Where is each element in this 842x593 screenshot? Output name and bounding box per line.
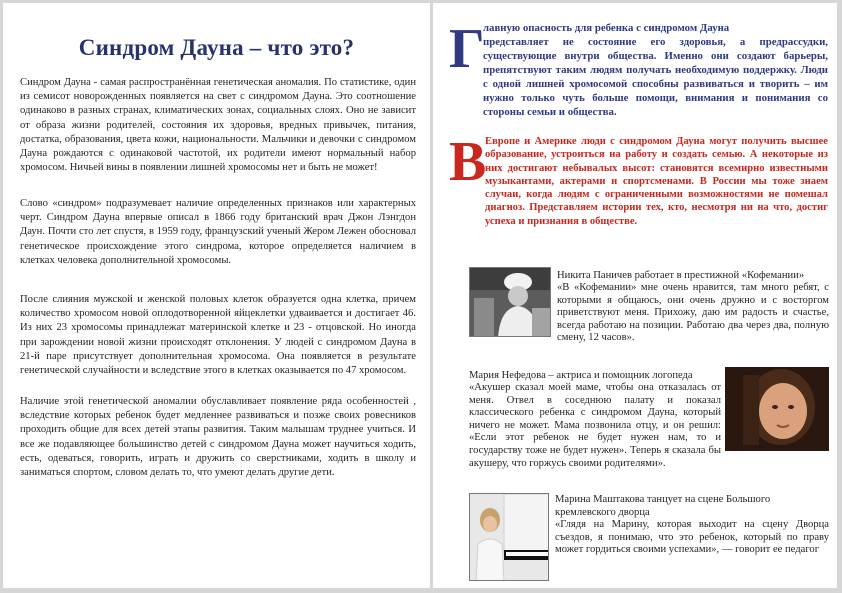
europe-text: Европе и Америке люди с синдромом Дауна могут получить высшее образование, устроиться на работу и создать семью. А некоторые из них достигают небывалых высот: становятся всемирно известными музыкантами, актерами и спортсменами. В России мы тоже знаем случаи, когда людям с ограниченными возможностями не помешал диагноз. Представляем истории тех, кто, несмотря ни на что, достиг успеха и признания в обществе.	[485, 136, 828, 227]
story-photo-maria	[725, 367, 829, 451]
paragraph-history: Слово «синдром» подразумевает наличие определенных признаков или характерных черт. Синдром Дауна впервые описал в 1866 году британский врач Джон Лэнгдон Даун. Почти сто лет спустя, в 1959 году, французский ученый Жером Лежен обосновал генетическое происхождение этого синдрома, которое определяется наличием в клетках человека дополнительной хромосомы.	[20, 198, 416, 266]
story-photo-marina	[469, 493, 549, 581]
story-marina	[555, 493, 829, 557]
story-maria-name: Мария Нефедова – актриса и помощник логопеда	[469, 370, 693, 381]
story-marina-quote: «Глядя на Марину, которая выходит на сцену Дворца съездов, я понимаю, что это ребенок, который по праву может гордиться своими успехами», — говорит ее педагог	[555, 519, 829, 556]
paragraph-statistics: Синдром Дауна - самая распространённая генетическая аномалия. По статистике, один из семисот новорожденных появляется на свет с синдромом Дауна. Это соотношение одинаково в разных странах, климатических зонах, социальных слоях. Оно не зависит от образа жизни родителей, состояния их здоровья, вредных привычек, питания, достатка, образования, цвета кожи, национальности. Мальчики и девочки с синдромом Дауна рождаются с одинаковой частотой, их родители имеют нормальный набор хромосом. Ничьей вины в появлении лишней хромосомы нет и быть не может!	[20, 77, 416, 174]
story-marina-name: Марина Маштакова танцует на сцене Большого кремлевского дворца	[555, 494, 771, 518]
intro-block	[449, 19, 828, 132]
story-nikita	[557, 269, 829, 345]
europe-dropcap: В	[449, 131, 487, 193]
story-maria	[469, 369, 721, 470]
chef-photo-icon	[470, 268, 551, 337]
story-maria-quote: «Акушер сказал моей маме, чтобы она отказалась от меня. Отвел в соседнюю палату и показал классического ребенка с синдромом Дауна, который ничего не может. Мама позвонила отцу, и он решил: «Если этот ребенок не будет нужен нам, то и государству тоже не будет нужен». Теперь я сказала бы акушеру, что горжусь своими родителями».	[469, 382, 721, 469]
story-nikita-quote: «В «Кофемании» мне очень нравится, там много ребят, с которыми я общаюсь, они очень дружно и с восторгом приветствуют меня. Прихожу, даю им радость и счастье, всегда работаю на позиции. Работаю два через два, полную смену, 12 часов».	[557, 282, 829, 344]
europe-block	[449, 132, 828, 262]
story-nikita-name: Никита Паничев работает в престижной «Кофемании»	[557, 270, 805, 281]
intro-dropcap: Г	[449, 18, 485, 80]
piano-girl-icon	[470, 494, 549, 581]
paragraph-development: Наличие этой генетической аномалии обуславливает появление ряда особенностей , вследствие которых ребенок будет медленнее развиваться и позже своих ровесников проходить общие для всех детей этапы развития. Таким малышам труднее учиться. И все же подавляющее большинство детей с синдромом Дауна может научиться ходить, есть, одеваться, говорить, играть и дружить со сверстниками, ходить в школу и заниматься спортом, словом делать то, что умеют делать другие дети.	[20, 396, 416, 479]
paragraph-chromosomes: После слияния мужской и женской половых клеток образуется одна клетка, причем количество хромосом новой оплодотворенной яйцеклетки удваивается и достигает 46. Из них 23 хромосомы принадлежат материнской клетке и 23 - отцовской. Но иногда при зарождении новой жизни происходят отклонения. У людей с синдромом Дауна в 21-й паре присутствует дополнительная хромосома. Она появляется в результате генетической случайности и вследствие этого в клетках оказывается по 47 хромосом.	[20, 294, 416, 377]
girl-portrait-icon	[725, 367, 829, 451]
left-page	[3, 3, 430, 588]
story-photo-chef	[469, 267, 551, 337]
intro-first-line: лавную опасность для ребенка с синдромом Дауна	[483, 22, 730, 34]
intro-text: представляет не состояние его здоровья, а предрассудки, существующие внутри общества. Именно они создают барьеры, препятствуют таким людям получать необходимую поддержку. Люди с одной лишней хромосомой способны развиваться и творить – им нужно только чуть больше помощи, внимания и понимания со стороны семьи и общества.	[483, 36, 828, 118]
page-title: Синдром Дауна – что это?	[78, 35, 355, 60]
right-page	[433, 3, 837, 588]
